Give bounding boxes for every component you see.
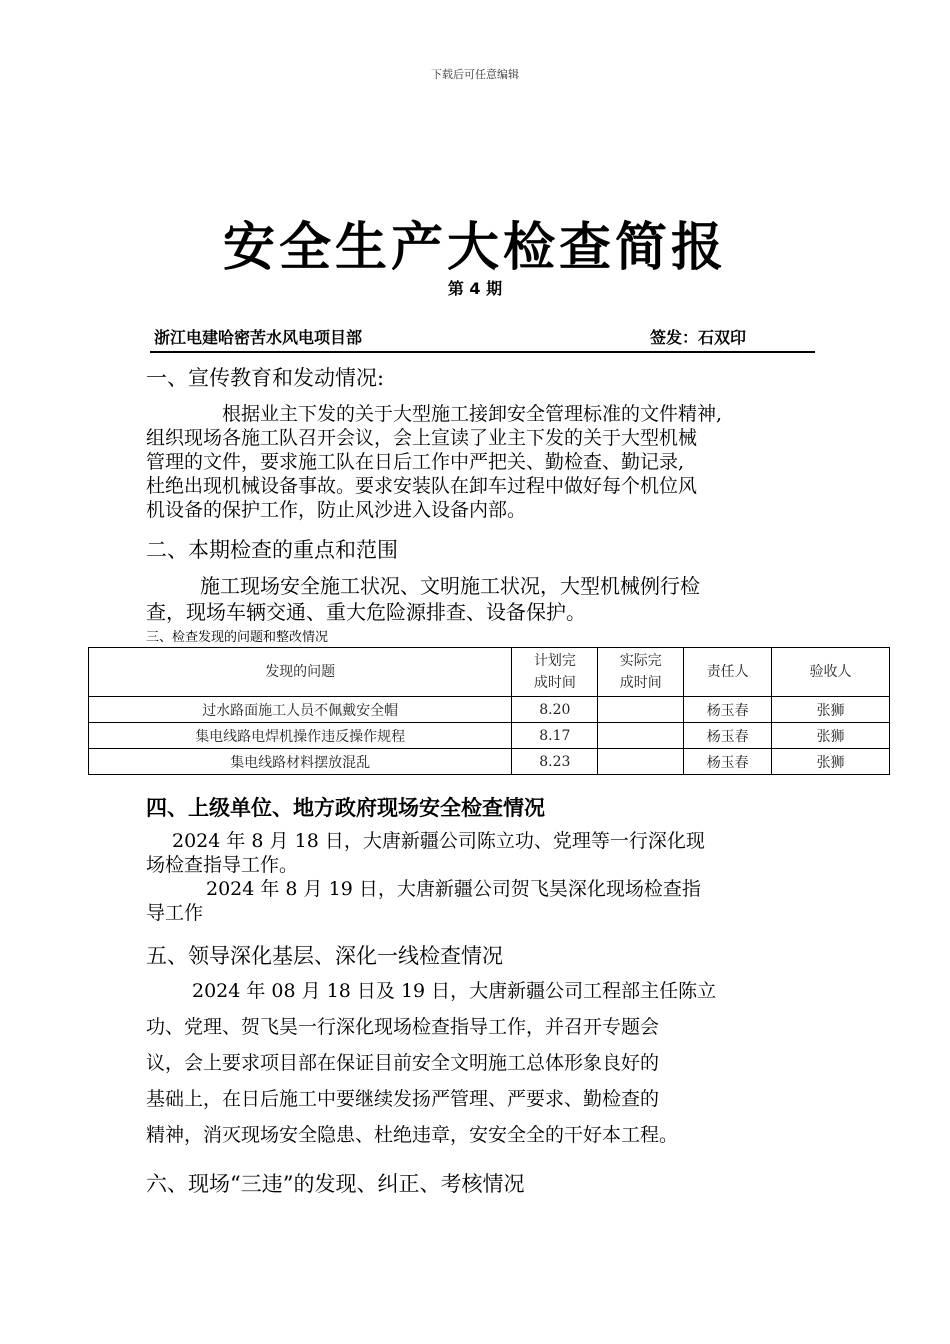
header-problem: 发现的问题 xyxy=(89,648,512,697)
section-1-line: 机设备的保护工作，防止风沙进入设备内部。 xyxy=(146,499,527,521)
section-4-line: 2024 年 8 月 18 日，大唐新疆公司陈立功、党理等一行深化现 xyxy=(172,830,705,852)
section-6-heading: 六、现场“三违”的发现、纠正、考核情况 xyxy=(146,1172,525,1196)
header-acceptor: 验收人 xyxy=(772,648,890,697)
cell-actual-date xyxy=(598,749,684,775)
cell-responsible: 杨玉春 xyxy=(684,697,772,723)
cell-planned-date: 8.23 xyxy=(512,749,598,775)
section-2-line: 施工现场安全施工状况、文明施工状况，大型机械例行检 xyxy=(200,574,700,598)
section-1-line: 杜绝出现机械设备事故。要求安装队在卸车过程中做好每个机位风 xyxy=(146,475,698,497)
header-actual-date: 实际完成时间 xyxy=(598,648,684,697)
section-5-line: 功、党理、贺飞昊一行深化现场检查指导工作，并召开专题会 xyxy=(146,1016,660,1038)
cell-actual-date xyxy=(598,723,684,749)
org-line xyxy=(150,325,815,353)
section-1-line: 管理的文件，要求施工队在日后工作中严把关、勤检查、勤记录, xyxy=(146,451,685,473)
section-5-heading: 五、领导深化基层、深化一线检查情况 xyxy=(146,944,503,968)
section-5-line: 基础上，在日后施工中要继续发扬严管理、严要求、勤检查的 xyxy=(146,1088,660,1110)
section-5-line: 精神，消灭现场安全隐患、杜绝违章，安安全全的干好本工程。 xyxy=(146,1124,679,1146)
cell-responsible: 杨玉春 xyxy=(684,723,772,749)
section-4-line: 场检查指导工作。 xyxy=(146,854,299,876)
cell-acceptor: 张狮 xyxy=(772,697,890,723)
section-4-line: 导工作 xyxy=(146,902,204,924)
cell-problem: 集电线路材料摆放混乱 xyxy=(89,749,512,775)
section-5-body xyxy=(146,973,811,1153)
section-3-heading: 三、检查发现的问题和整改情况 xyxy=(146,630,329,645)
section-4-heading: 四、上级单位、地方政府现场安全检查情况 xyxy=(146,796,545,820)
signer: 签发：石双印 xyxy=(650,328,747,347)
section-4-line: 2024 年 8 月 19 日，大唐新疆公司贺飞昊深化现场检查指 xyxy=(206,878,701,900)
cell-acceptor: 张狮 xyxy=(772,749,890,775)
table-row xyxy=(89,697,890,723)
section-2-body xyxy=(146,573,811,625)
header-note: 下载后可任意编辑 xyxy=(431,68,519,81)
cell-problem: 集电线路电焊机操作违反操作规程 xyxy=(89,723,512,749)
section-2-line: 查，现场车辆交通、重大危险源排查、设备保护。 xyxy=(146,600,586,624)
section-5-line: 议，会上要求项目部在保证目前安全文明施工总体形象良好的 xyxy=(146,1052,660,1074)
table-row xyxy=(89,749,890,775)
issue-number: 第 4 期 xyxy=(447,279,503,298)
cell-problem: 过水路面施工人员不佩戴安全帽 xyxy=(89,697,512,723)
section-5-line: 2024 年 08 月 18 日及 19 日，大唐新疆公司工程部主任陈立 xyxy=(192,980,717,1002)
section-4-body xyxy=(146,829,811,925)
cell-acceptor: 张狮 xyxy=(772,723,890,749)
section-2-heading: 二、本期检查的重点和范围 xyxy=(146,538,398,562)
cell-actual-date xyxy=(598,697,684,723)
cell-responsible: 杨玉春 xyxy=(684,749,772,775)
header-planned-date: 计划完成时间 xyxy=(512,648,598,697)
org-name: 浙江电建哈密苦水风电项目部 xyxy=(154,328,363,347)
section-1-line: 组织现场各施工队召开会议，会上宣读了业主下发的关于大型机械 xyxy=(146,427,698,449)
cell-planned-date: 8.17 xyxy=(512,723,598,749)
cell-planned-date: 8.20 xyxy=(512,697,598,723)
bulletin-title: 安全生产大检查简报 xyxy=(222,218,727,278)
table-row xyxy=(89,723,890,749)
issues-table xyxy=(88,647,890,775)
section-1-heading: 一、宣传教育和发动情况: xyxy=(146,366,385,390)
table-header-row xyxy=(89,648,890,697)
header-responsible: 责任人 xyxy=(684,648,772,697)
section-1-line: 根据业主下发的关于大型施工接卸安全管理标准的文件精神, xyxy=(222,403,723,425)
section-1-body xyxy=(146,402,811,522)
